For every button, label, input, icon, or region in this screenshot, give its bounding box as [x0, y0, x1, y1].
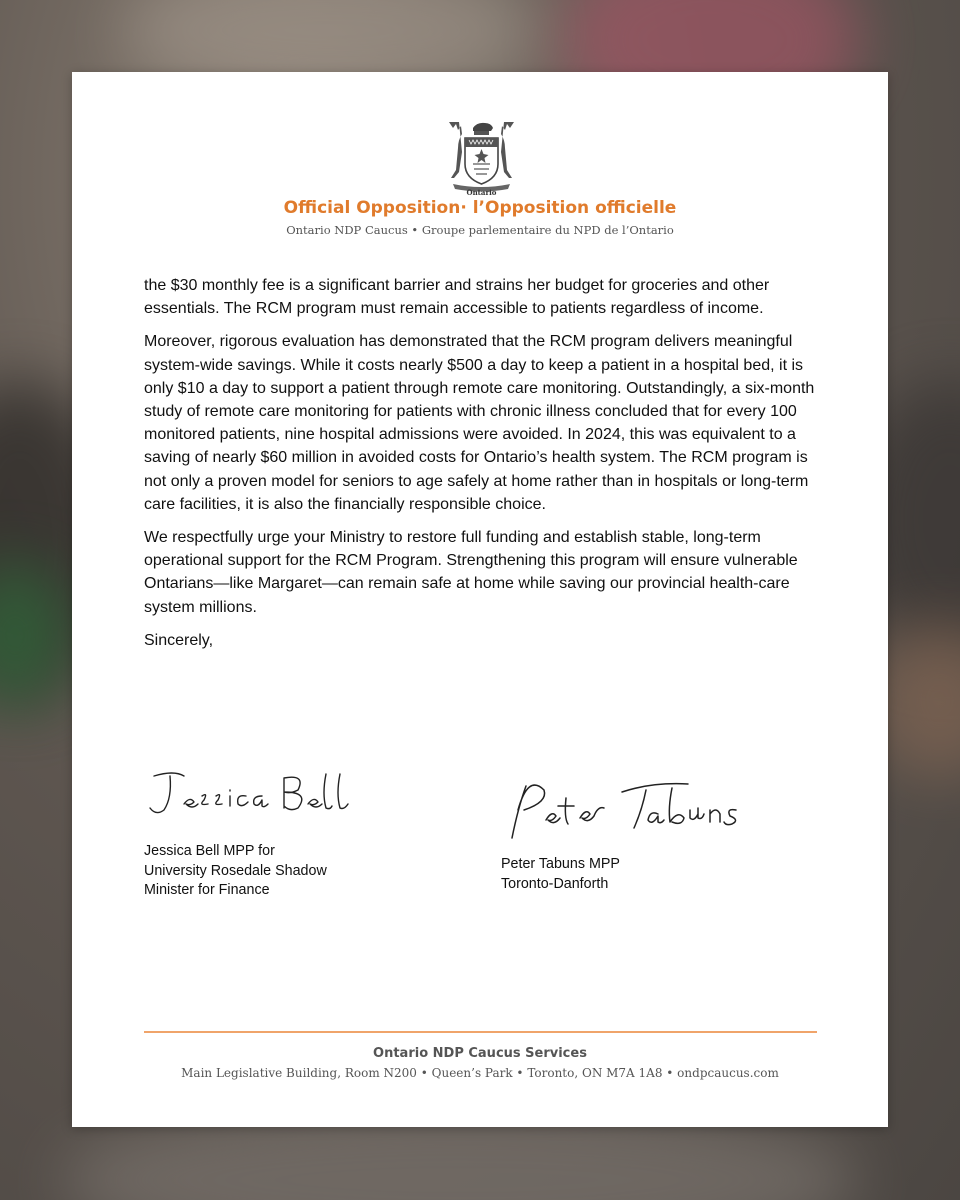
- paragraph: We respectfully urge your Ministry to restore full funding and establish stable, long-term operational support for the RCM Program. Strengthening this program will ensure vulnerable Ontarians—like Margaret—can remain safe at home while saving our provincial health-care system millions.: [144, 529, 798, 616]
- crest-label: Ontario: [466, 188, 497, 196]
- closing: Sincerely,: [144, 631, 214, 649]
- signature-jessica-bell: [144, 766, 384, 826]
- signatory-line: Toronto-Danforth: [501, 875, 609, 892]
- signatory-block: [501, 855, 620, 894]
- paragraph: Moreover, rigorous evaluation has demonstrated that the RCM program delivers meaningful system-wide savings. While it costs nearly $500 a day to keep a patient in a hospital bed, it is only $10 a day to support a patient through remote care monitoring. Outstandingly, a six-month study of remote care monitoring for patients with chronic illness concluded that for every 100 monitored patients, nine hospital admissions were avoided. In 2024, this was equivalent to a saving of nearly $60 million in avoided costs for Ontario’s health system. The RCM program is not only a proven model for seniors to age safely at home rather than in hospitals or long-term care facilities, it is also the financially responsible choice.: [144, 333, 815, 513]
- signatory-line: Peter Tabuns MPP: [501, 856, 620, 872]
- signatory-line: Minister for Finance: [144, 882, 270, 898]
- footer-organization: Ontario NDP Caucus Services: [373, 1046, 587, 1061]
- footer-divider: [144, 1031, 817, 1033]
- signature-peter-tabuns: [500, 770, 775, 842]
- letterhead-subtitle: Ontario NDP Caucus • Groupe parlementaire du NPD de l’Ontario: [286, 223, 674, 237]
- ontario-coat-of-arms-icon: [443, 118, 520, 196]
- signatory-block: [144, 842, 327, 901]
- signatory-line: University Rosedale Shadow: [144, 862, 327, 879]
- paragraph: the $30 monthly fee is a significant barrier and strains her budget for groceries and other essentials. The RCM program must remain accessible to patients regardless of income.: [144, 277, 770, 318]
- letterhead-title: Official Opposition· l’Opposition officielle: [283, 198, 677, 218]
- signatory-line: Jessica Bell MPP for: [144, 843, 275, 859]
- letter-body: [144, 274, 834, 662]
- footer-address: Main Legislative Building, Room N200 • Queen’s Park • Toronto, ON M7A 1A8 • ondpcaucus.com: [181, 1066, 779, 1080]
